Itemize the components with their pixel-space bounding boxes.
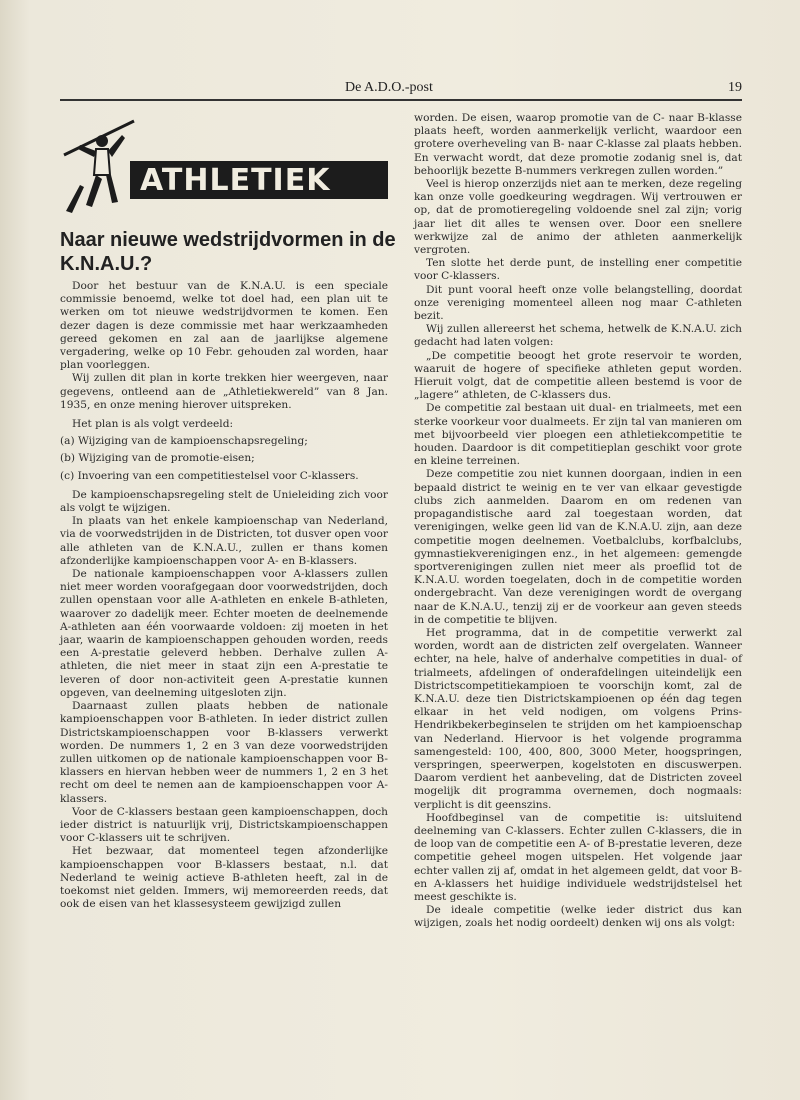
- paragraph: Door het bestuur van de K.N.A.U. is een speciale commissie benoemd, welke tot doel had, een plan uit te werken om tot nieuwe wedstrijdvormen te komen. Een dezer dagen is deze commissie met haar werkzaamheden gereed gekomen en zal aan de jaarlijkse algemene vergadering, welke op 10 Febr. gehouden zal worden, haar plan voorleggen.: [60, 280, 388, 372]
- paragraph: „De competitie beoogt het grote reservoir te worden, waaruit de hogere of specifieke athleten geput worden. Hieruit volgt, dat de competitie alleen bestemd is voor de „lagere” athleten, de C-klassers dus.: [414, 349, 742, 402]
- paragraph: De competitie zal bestaan uit dual- en trialmeets, met een sterke voorkeur voor dualmeets. Er zijn tal van manieren om met bijvoorbeeld vier ploegen een athletiekcompetitie te houden. Daardoor is dit competitieplan geschikt voor grote en kleine terreinen.: [414, 402, 742, 468]
- paragraph: Veel is hierop onzerzijds niet aan te merken, deze regeling kan onze volle goedkeuring wegdragen. Wij vertrouwen er op, dat de promotieregeling voldoende snel zal zijn; vorig jaar liet dit alles te wensen over. Door een snellere werkwijze zal de animo der athleten aanmerkelijk vergroten.: [414, 178, 742, 257]
- list-item: (a) Wijziging van de kampioenschapsregeling;: [60, 435, 308, 448]
- paragraph: Wij zullen allereerst het schema, hetwelk de K.N.A.U. zich gedacht had laten volgen:: [414, 323, 742, 349]
- athletics-banner: [60, 115, 390, 215]
- list-item: (b) Wijziging van de promotie-eisen;: [60, 452, 255, 465]
- paragraph: Voor de C-klassers bestaan geen kampioenschappen, doch ieder district is natuurlijk vrij, Districtskampioenschappen voor C-klassers uit te schrijven.: [60, 805, 388, 845]
- paragraph: Hoofdbeginsel van de competitie is: uitsluitend deelneming van C-klassers. Echter zullen C-klassers, die in de loop van de competitie een A- of B-prestatie leveren, deze competitie geheel mogen uitspelen. Het volgende jaar echter vallen zij af, omdat in het algemeen geldt, dat voor B- en A-klassers het huidige individuele wedstrijdstelsel het meest geschikte is.: [414, 811, 742, 903]
- paragraph: Het programma, dat in de competitie verwerkt zal worden, wordt aan de districten zelf overgelaten. Wanneer echter, na hele, halve of anderhalve competities in dual- of trialmeets, afdelingen of onderafdelingen uiteindelijk een Districtscompetitiekampioen te voorschijn komt, zal de K.N.A.U. deze tien Districtskampioenen op één dag tegen elkaar in het veld nodigen, om volgens Prins-Hendrikbekerbeginselen te strijden om het kampioenschap van Nederland. Hiervoor is het volgende programma samengesteld: 100, 400, 800, 3000 Meter, hoogspringen, verspringen, speerwerpen, kogelstoten en discuswerpen. Daarom verdient het aanbeveling, dat de Districten zoveel mogelijk dit programma overnemen, doch nogmaals: verplicht is dit geenszins.: [414, 626, 742, 811]
- publication-title: De A.D.O.-post: [345, 80, 433, 95]
- banner-title: ATHLETIEK: [140, 163, 331, 198]
- paragraph: Deze competitie zou niet kunnen doorgaan, indien in een bepaald district te weinig en te ver van elkaar gevestigde clubs zich aanmelden. Daarom en om redenen van propagandistische aard zal toegestaan worden, dat verenigingen, welke geen lid van de K.N.A.U. zijn, aan deze competitie mogen deelnemen. Voetbalclubs, korfbalclubs, gymnastiekverenigingen enz., in het algemeen: gemengde sportverenigingen zullen niet meer als proeflid tot de K.N.A.U. worden toegelaten, doch in de competitie worden ondergebracht. Van deze verenigingen wordt de overgang naar de K.N.A.U., tenzij zij er de voorkeur aan geven steeds in de competitie te blijven.: [414, 468, 742, 626]
- paragraph: Daarnaast zullen plaats hebben de nationale kampioenschappen voor B-athleten. In ieder district zullen Districtskampioenschappen voor B-klassers verwerkt worden. De nummers 1, 2 en 3 van deze voorwedstrijden zullen uitkomen op de nationale kampioenschappen voor B-klassers en hiervan hebben weer de nummers 1, 2 en 3 het recht om deel te nemen aan de kampioenschappen voor A-klassers.: [60, 700, 388, 805]
- paragraph: worden. De eisen, waarop promotie van de C- naar B-klasse plaats heeft, worden aanmerkelijk verlicht, waardoor een grotere overheveling van B- naar C-klasse zal plaats hebben. En verwacht wordt, dat deze promotie zodanig snel is, dat behoorlijk bezette B-nummers verkregen zullen worden.”: [414, 112, 742, 177]
- paragraph: Het bezwaar, dat momenteel tegen afzonderlijke kampioenschappen voor B-klassers bestaat, n.l. dat Nederland te weinig actieve B-athleten heeft, zal in de toekomst niet gelden. Immers, wij memoreerden reeds, dat ook de eisen van het klassesysteem gewijzigd zullen: [60, 845, 388, 911]
- header-rule: [60, 99, 742, 101]
- paragraph: De kampioenschapsregeling stelt de Unieleiding zich voor als volgt te wijzigen.: [60, 488, 388, 515]
- list-item: (c) Invoering van een competitiestelsel voor C-klassers.: [60, 469, 359, 482]
- page-header: [60, 80, 742, 98]
- paragraph: In plaats van het enkele kampioenschap van Nederland, via de voorwedstrijden in de Districten, tot dusver open voor alle athleten van de K.N.A.U., zullen er thans komen afzonderlijke kampioenschappen voor A- en B-klassers.: [60, 515, 388, 567]
- page-number: 19: [728, 80, 742, 95]
- paragraph: Ten slotte het derde punt, de instelling ener competitie voor C-klassers.: [414, 257, 742, 283]
- left-column: [60, 280, 388, 911]
- paragraph: Dit punt vooral heeft onze volle belangstelling, doordat onze vereniging momenteel alleen nog maar C-athleten bezit.: [414, 283, 742, 323]
- plan-list: [60, 418, 388, 483]
- paragraph: De nationale kampioenschappen voor A-klassers zullen niet meer worden voorafgegaan door voorwedstrijden, doch zullen openstaan voor alle A-athleten en enkele B-athleten, waarover zo dadelijk meer. Echter moeten de deelnemende A-athleten aan één voorwaarde voldoen: zij moeten in het jaar, waarin de kampioenschappen gehouden worden, reeds een A-prestatie geleverd hebben. Derhalve zullen A-athleten, die niet meer in staat zijn een A-prestatie te leveren of door non-activiteit geen A-prestatie kunnen opgeven, van deelneming uitgesloten zijn.: [60, 568, 388, 699]
- right-column: [414, 112, 742, 931]
- paragraph: De ideale competitie (welke ieder district dus kan wijzigen, zoals het nodig oordeelt) denken wij ons als volgt:: [414, 904, 742, 930]
- athlete-figure-icon: [60, 115, 140, 215]
- list-intro: Het plan is als volgt verdeeld:: [72, 418, 234, 431]
- article-title: Naar nieuwe wedstrijdvormen in de K.N.A.U.?: [60, 229, 396, 275]
- paragraph: Wij zullen dit plan in korte trekken hier weergeven, naar gegevens, ontleend aan de „Athletiekwereld” van 8 Jan. 1935, en onze mening hierover uitspreken.: [60, 372, 388, 411]
